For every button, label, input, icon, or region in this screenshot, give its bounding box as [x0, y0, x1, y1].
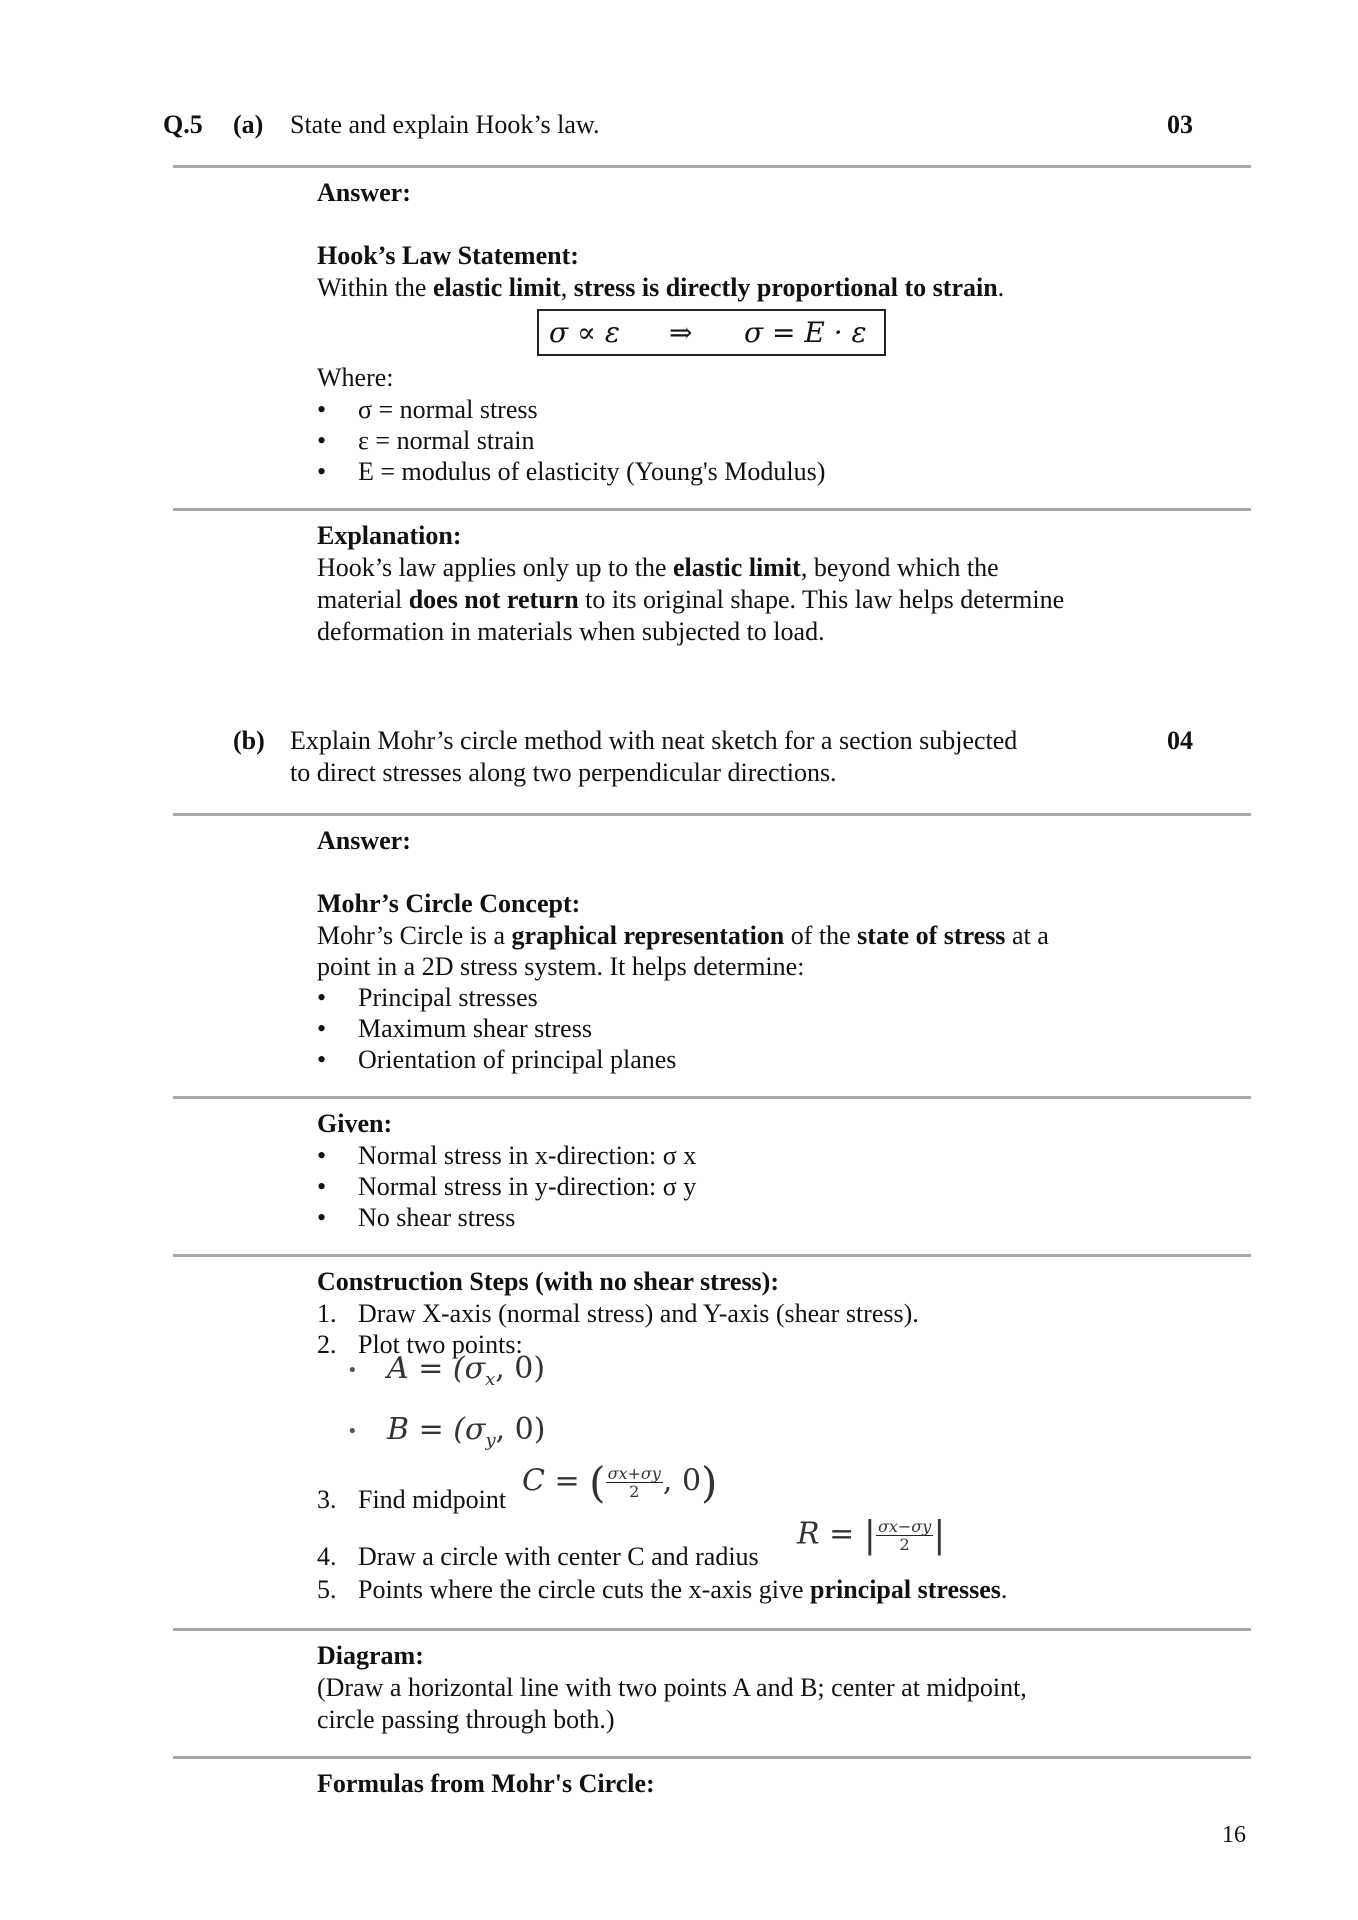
step-item: 1. Draw X-axis (normal stress) and Y-axis (shear stress).: [317, 1299, 919, 1328]
part-a-label: (a): [233, 110, 264, 139]
list-item: • ε = normal strain: [317, 426, 535, 455]
where-label: Where:: [317, 363, 394, 392]
step-item: 5. Points where the circle cuts the x-axis give principal stresses.: [317, 1575, 1008, 1604]
divider: [173, 508, 1251, 511]
part-b-question: Explain Mohr’s circle method with neat sketch for a section subjected: [290, 726, 1018, 755]
divider: [173, 1628, 1251, 1631]
list-item: • Orientation of principal planes: [317, 1045, 677, 1074]
list-item: • Normal stress in y-direction: σ y: [317, 1172, 697, 1201]
given-heading: Given:: [317, 1109, 393, 1138]
step-item: 2. Plot two points:: [317, 1330, 523, 1359]
list-item: • E = modulus of elasticity (Young's Modulus): [317, 457, 826, 486]
diagram-line: (Draw a horizontal line with two points A and B; center at midpoint,: [317, 1673, 1027, 1702]
divider: [173, 1096, 1251, 1099]
explanation-heading: Explanation:: [317, 521, 462, 550]
part-b-marks: 04: [1167, 726, 1193, 755]
divider: [173, 1254, 1251, 1257]
part-b-label: (b): [233, 726, 265, 755]
answer-heading: Answer:: [317, 826, 411, 855]
concept-line: Mohr’s Circle is a graphical representation of the state of stress at a: [317, 921, 1049, 950]
diagram-line: circle passing through both.): [317, 1705, 615, 1734]
divider: [173, 1756, 1251, 1759]
list-item: • Normal stress in x-direction: σ x: [317, 1141, 697, 1170]
explanation-line: Hook’s law applies only up to the elastic limit, beyond which the: [317, 553, 999, 582]
formulas-heading: Formulas from Mohr's Circle:: [317, 1769, 655, 1798]
question-number: Q.5: [163, 110, 203, 139]
divider: [173, 813, 1251, 816]
answer-heading: Answer:: [317, 178, 411, 207]
point-a-formula: • $A = (\sigma_x$, 0): [347, 1351, 546, 1390]
concept-line: point in a 2D stress system. It helps determine:: [317, 952, 805, 981]
point-b-formula: • $B = (\sigma_y$, 0): [347, 1412, 546, 1451]
list-item: • σ = normal stress: [317, 395, 538, 424]
statement-text: Within the elastic limit, stress is directly proportional to strain.: [317, 273, 1005, 302]
step-item: 4. Draw a circle with center C and radius: [317, 1542, 759, 1571]
statement-heading: Hook’s Law Statement:: [317, 241, 579, 270]
radius-formula: R = | $\frac{\sigma x-\sigma y}{2}$ |: [797, 1515, 946, 1556]
divider: [173, 165, 1251, 168]
hookes-law-formula: σ ∝ ε ⇒ σ = E · ε: [537, 309, 886, 356]
list-item: • Principal stresses: [317, 983, 538, 1012]
steps-heading: Construction Steps (with no shear stress):: [317, 1267, 779, 1296]
part-a-marks: 03: [1167, 110, 1193, 139]
diagram-heading: Diagram:: [317, 1641, 424, 1670]
page-number: 16: [1222, 1822, 1246, 1848]
midpoint-formula: C = ( $\frac{\sigma x+\sigma y}{2}$ , 0): [522, 1458, 718, 1507]
part-b-question: to direct stresses along two perpendicular directions.: [290, 758, 837, 787]
list-item: • No shear stress: [317, 1203, 516, 1232]
step-item: 3. Find midpoint: [317, 1485, 507, 1514]
list-item: • Maximum shear stress: [317, 1014, 592, 1043]
part-a-question: State and explain Hook’s law.: [290, 110, 600, 139]
explanation-line: material does not return to its original shape. This law helps determine: [317, 585, 1065, 614]
explanation-line: deformation in materials when subjected to load.: [317, 617, 825, 646]
concept-heading: Mohr’s Circle Concept:: [317, 889, 581, 918]
